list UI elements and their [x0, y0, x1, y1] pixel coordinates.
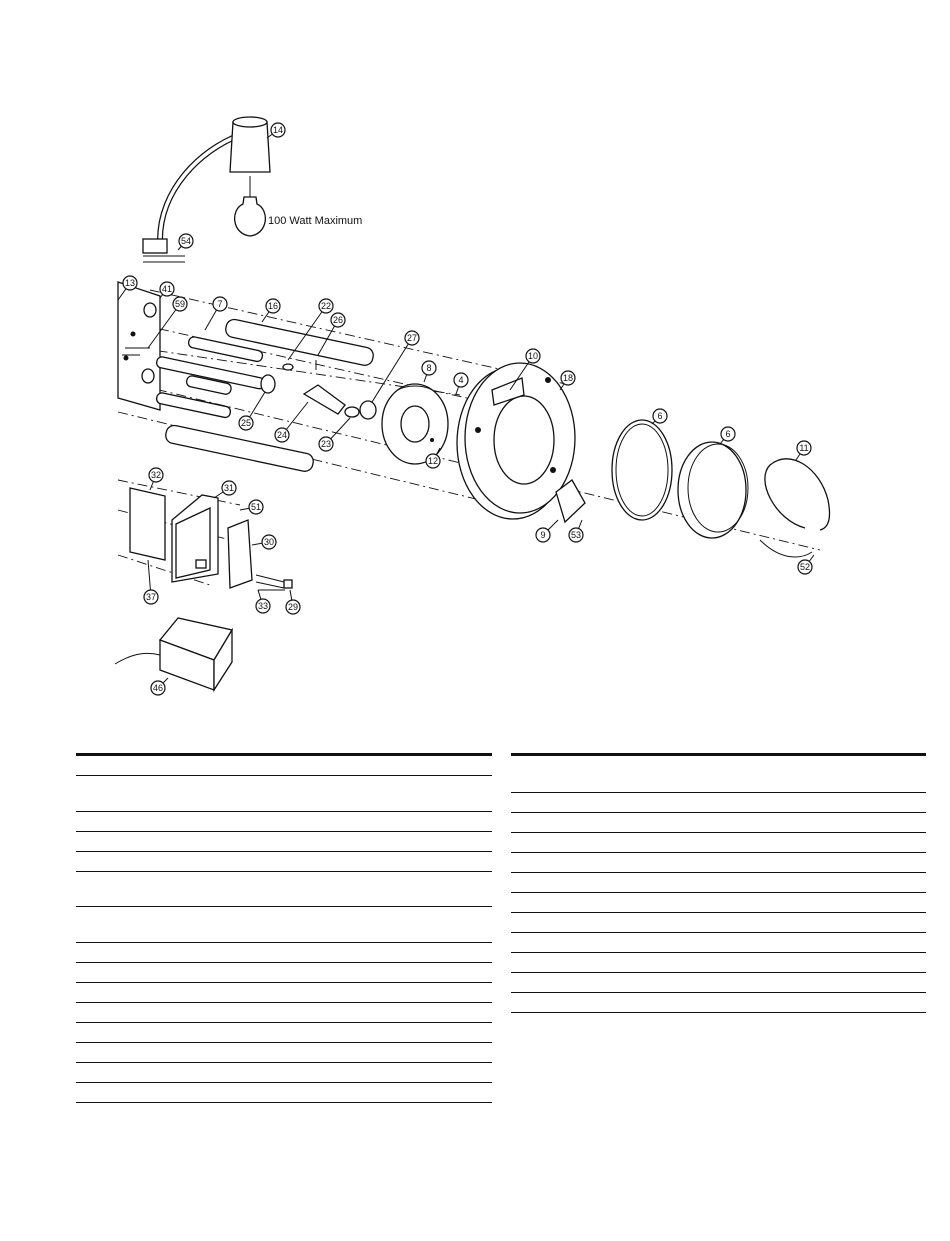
svg-text:4: 4: [458, 375, 464, 385]
plain-rods: [156, 336, 266, 418]
table-row: [76, 812, 492, 832]
svg-text:18: 18: [562, 373, 574, 383]
svg-text:59: 59: [174, 299, 186, 309]
table-row: [76, 1023, 492, 1043]
table-row: [511, 833, 926, 853]
svg-text:52: 52: [799, 562, 811, 572]
callout-23: [319, 437, 333, 451]
callout-24: [275, 428, 289, 442]
table-row: [511, 853, 926, 873]
callout-22: [319, 299, 333, 313]
callout-14: [271, 123, 285, 137]
callout-27: [405, 331, 419, 345]
callout-32: [149, 468, 163, 482]
parts-table-left: [76, 753, 492, 1103]
svg-text:25: 25: [240, 418, 252, 428]
table-row: [511, 893, 926, 913]
svg-text:51: 51: [250, 502, 262, 512]
callout-31: [222, 481, 236, 495]
callout-8: [422, 361, 436, 375]
callout-59: [173, 297, 187, 311]
callout-33: [256, 599, 270, 613]
svg-text:41: 41: [161, 284, 173, 294]
svg-text:53: 53: [570, 530, 582, 540]
table-row: [76, 963, 492, 983]
callout-46: [151, 681, 165, 695]
svg-text:54: 54: [180, 236, 192, 246]
svg-text:27: 27: [406, 333, 418, 343]
parts-table-right: [511, 753, 926, 1013]
callout-54: [179, 234, 193, 248]
callout-26: [331, 313, 345, 327]
callout-30: [262, 535, 276, 549]
callout-52: [798, 560, 812, 574]
callout-11: [797, 441, 811, 455]
table-row: [76, 832, 492, 852]
svg-text:8: 8: [426, 363, 432, 373]
svg-text:9: 9: [540, 530, 546, 540]
callout-16: [266, 299, 280, 313]
table-row: [76, 1043, 492, 1063]
svg-text:30: 30: [263, 537, 275, 547]
callout-25: [239, 416, 253, 430]
svg-text:10: 10: [527, 351, 539, 361]
svg-text:16: 16: [267, 301, 279, 311]
table-row: [511, 913, 926, 933]
table-row: [511, 793, 926, 813]
table-row: [511, 813, 926, 833]
lamp-assembly: [143, 117, 362, 262]
callout-9: [536, 528, 550, 542]
table-row: [76, 1063, 492, 1083]
svg-text:32: 32: [150, 470, 162, 480]
table-row: [511, 993, 926, 1013]
svg-text:7: 7: [217, 299, 223, 309]
callout-29: [286, 600, 300, 614]
lamp-wattage-note: 100 Watt Maximum: [268, 215, 363, 227]
table-row: [511, 873, 926, 893]
svg-text:46: 46: [152, 683, 164, 693]
table-row: [511, 756, 926, 793]
callout-51: [249, 500, 263, 514]
foot-pedal: [115, 618, 232, 690]
svg-text:33: 33: [257, 601, 269, 611]
svg-text:6: 6: [725, 429, 731, 439]
callout-41: [160, 282, 174, 296]
callout-7: [213, 297, 227, 311]
svg-text:6: 6: [657, 411, 663, 421]
table-row: [76, 872, 492, 907]
svg-text:14: 14: [272, 125, 284, 135]
svg-text:24: 24: [276, 430, 288, 440]
svg-text:31: 31: [223, 483, 235, 493]
svg-text:22: 22: [320, 301, 332, 311]
callout-10: [526, 349, 540, 363]
table-row: [511, 953, 926, 973]
svg-text:29: 29: [287, 602, 299, 612]
callout-4: [454, 373, 468, 387]
callout-13: [123, 276, 137, 290]
svg-text:23: 23: [320, 439, 332, 449]
callout-6-sleeve: [721, 427, 735, 441]
table-row: [76, 943, 492, 963]
svg-text:13: 13: [124, 278, 136, 288]
table-row: [511, 973, 926, 993]
housing-ring: [457, 363, 585, 522]
callout-12: [426, 454, 440, 468]
svg-text:26: 26: [332, 315, 344, 325]
svg-text:37: 37: [145, 592, 157, 602]
svg-text:11: 11: [799, 443, 809, 453]
table-row: [76, 852, 492, 872]
table-row: [76, 907, 492, 943]
table-row: [76, 756, 492, 776]
table-row: [76, 1003, 492, 1023]
table-row: [76, 1083, 492, 1103]
callout-18: [561, 371, 575, 385]
table-row: [511, 933, 926, 953]
callout-6-ring: [653, 409, 667, 423]
callout-37: [144, 590, 158, 604]
table-row: [76, 776, 492, 812]
callout-53: [569, 528, 583, 542]
svg-text:12: 12: [427, 456, 439, 466]
rings: [612, 420, 830, 557]
mounting-plate: [118, 282, 160, 410]
table-row: [76, 983, 492, 1003]
